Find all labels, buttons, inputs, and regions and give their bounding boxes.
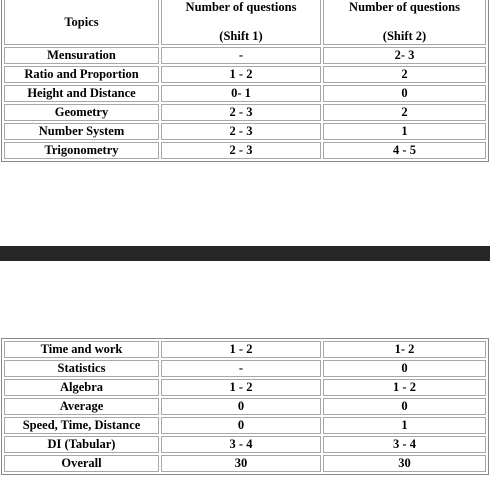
topic-cell: Height and Distance — [4, 85, 159, 102]
shift2-header — [323, 0, 486, 45]
table-row — [4, 417, 486, 434]
topics-table-bottom — [1, 338, 489, 475]
table-row — [4, 436, 486, 453]
topic-cell: Statistics — [4, 360, 159, 377]
shift1-cell: 1 - 2 — [161, 341, 321, 358]
table-row — [4, 341, 486, 358]
topic-cell: Ratio and Proportion — [4, 66, 159, 83]
shift1-cell: 2 - 3 — [161, 142, 321, 159]
shift2-cell: 2 — [323, 104, 486, 121]
shift2-cell: 1 - 2 — [323, 379, 486, 396]
topic-cell: Average — [4, 398, 159, 415]
shift1-header — [161, 0, 321, 45]
table-row — [4, 123, 486, 140]
shift2-cell: 2 — [323, 66, 486, 83]
table-row-overall — [4, 455, 486, 472]
divider-band — [0, 246, 490, 261]
shift1-cell: 3 - 4 — [161, 436, 321, 453]
topic-cell: Trigonometry — [4, 142, 159, 159]
topic-cell: Speed, Time, Distance — [4, 417, 159, 434]
topic-cell: Geometry — [4, 104, 159, 121]
topic-cell: Time and work — [4, 341, 159, 358]
shift1-cell: - — [161, 360, 321, 377]
shift1-cell: 0 — [161, 398, 321, 415]
table-row — [4, 398, 486, 415]
shift1-cell: 0- 1 — [161, 85, 321, 102]
topic-cell: Mensuration — [4, 47, 159, 64]
topics-table-top — [1, 0, 489, 162]
table-row — [4, 66, 486, 83]
shift2-cell: 4 - 5 — [323, 142, 486, 159]
shift2-cell: 3 - 4 — [323, 436, 486, 453]
shift1-cell: 2 - 3 — [161, 123, 321, 140]
table-header-row — [4, 0, 486, 45]
shift1-cell: 0 — [161, 417, 321, 434]
shift2-cell: 1- 2 — [323, 341, 486, 358]
shift1-cell: 1 - 2 — [161, 66, 321, 83]
table-row — [4, 85, 486, 102]
shift2-cell: 2- 3 — [323, 47, 486, 64]
topics-header: Topics — [4, 0, 159, 45]
topic-cell: Algebra — [4, 379, 159, 396]
shift1-cell: 30 — [161, 455, 321, 472]
shift2-cell: 1 — [323, 417, 486, 434]
table-row — [4, 142, 486, 159]
shift1-header-line1: Number of questions — [185, 0, 297, 14]
shift2-cell: 30 — [323, 455, 486, 472]
table-row — [4, 47, 486, 64]
topic-cell: Number System — [4, 123, 159, 140]
shift1-header-line2: (Shift 1) — [219, 29, 263, 43]
shift2-header-line1: Number of questions — [349, 0, 460, 14]
table-row — [4, 379, 486, 396]
shift2-cell: 0 — [323, 398, 486, 415]
shift2-cell: 1 — [323, 123, 486, 140]
shift2-cell: 0 — [323, 85, 486, 102]
shift2-cell: 0 — [323, 360, 486, 377]
table-row — [4, 104, 486, 121]
shift1-cell: 1 - 2 — [161, 379, 321, 396]
shift2-header-line2: (Shift 2) — [382, 29, 427, 43]
table-row — [4, 360, 486, 377]
topic-cell: Overall — [4, 455, 159, 472]
shift1-cell: - — [161, 47, 321, 64]
topic-cell: DI (Tabular) — [4, 436, 159, 453]
shift1-cell: 2 - 3 — [161, 104, 321, 121]
